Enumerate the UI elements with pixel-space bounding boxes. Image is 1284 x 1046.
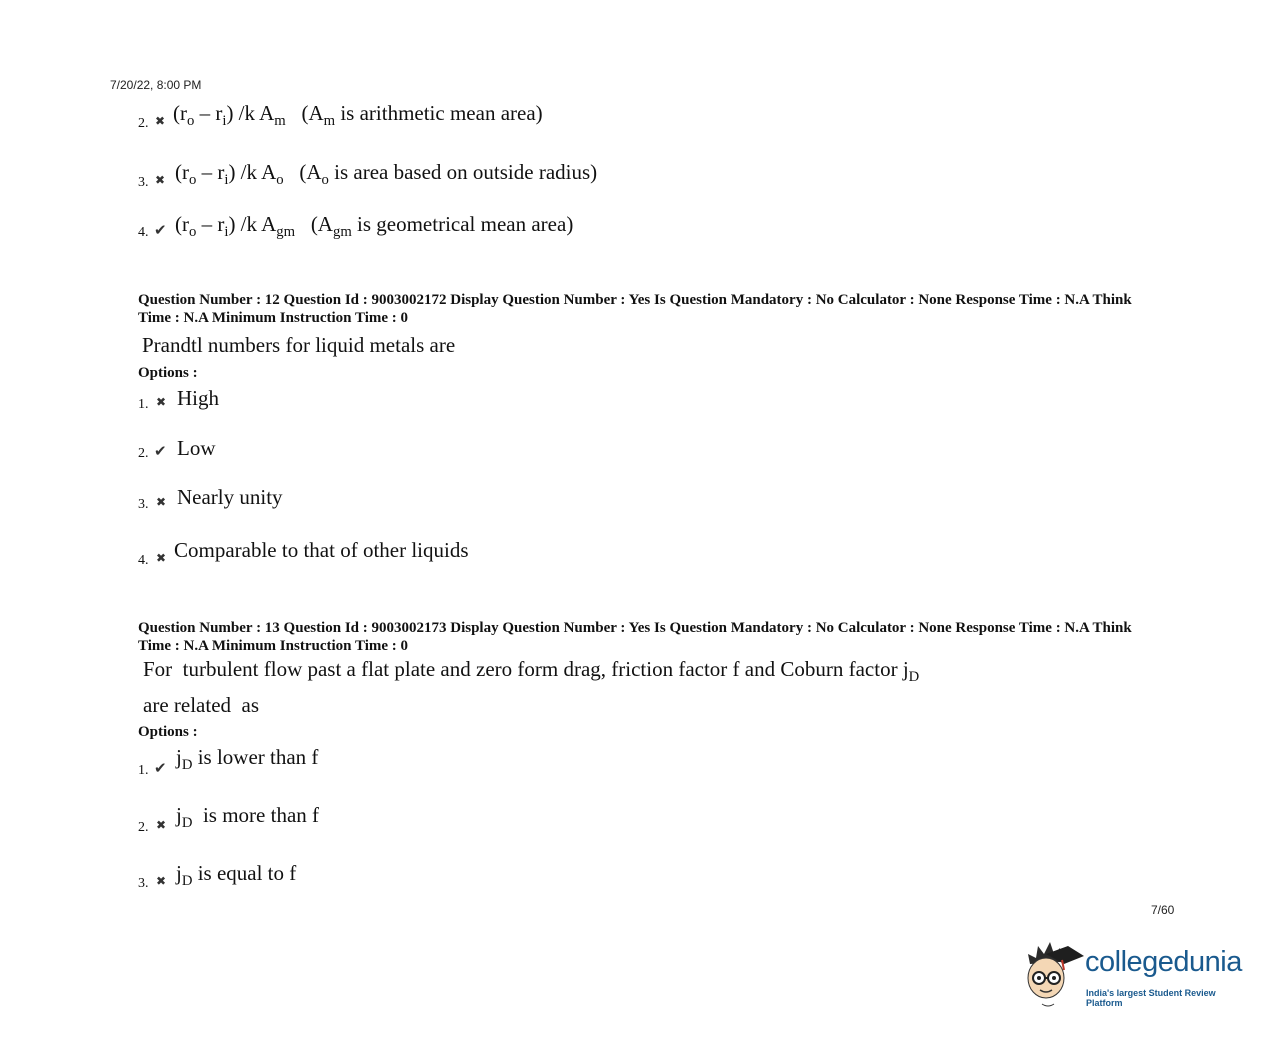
option-number: 2. <box>138 820 149 835</box>
option-number: 3. <box>138 876 149 891</box>
option-text: $j_D$ is more than f <box>176 803 320 832</box>
cross-icon: ✖ <box>155 114 166 128</box>
option-text: Low <box>177 436 216 460</box>
option-text: $j_D$ is equal to f <box>176 861 297 890</box>
page-number: 7/60 <box>1151 903 1175 917</box>
options-label: Options : <box>138 365 198 381</box>
option-text: $(r_o - r_i)$ /k $A_m$ ($A_m$ is arithmetic mean area) <box>173 101 543 130</box>
option-number: 4. <box>138 553 149 568</box>
option-number: 2. <box>138 446 149 461</box>
print-timestamp: 7/20/22, 8:00 PM <box>110 78 202 92</box>
option-text: Comparable to that of other liquids <box>174 538 469 562</box>
cross-icon: ✖ <box>155 173 166 187</box>
question-13-text-line1: For turbulent flow past a flat plate and zero form drag, friction factor f and Coburn factor $j_D$ <box>143 657 920 686</box>
check-icon: ✔ <box>154 442 167 460</box>
mascot-icon <box>1024 940 1086 1010</box>
cross-icon: ✖ <box>156 395 167 409</box>
option-number: 1. <box>138 397 149 412</box>
logo-wordmark: collegedunia <box>1085 946 1242 978</box>
option-number: 1. <box>138 763 149 778</box>
option-number: 3. <box>138 497 149 512</box>
option-number: 4. <box>138 225 149 240</box>
check-icon: ✔ <box>154 221 167 239</box>
cross-icon: ✖ <box>156 495 167 509</box>
option-text: $(r_o - r_i)$ /k $A_{gm}$ ($A_{gm}$ is geometrical mean area) <box>175 212 574 241</box>
question-12-meta: Question Number : 12 Question Id : 9003002172 Display Question Number : Yes Is Question Mandatory : No Calculator : None Response Time : N.A Think Time : N.A Minimum Instruction Time : 0 <box>138 292 1132 326</box>
logo-tagline: India's largest Student Review Platform <box>1086 988 1216 1008</box>
question-12-text: Prandtl numbers for liquid metals are <box>142 333 456 357</box>
option-text: High <box>177 386 219 410</box>
options-label: Options : <box>138 724 198 740</box>
cross-icon: ✖ <box>156 874 167 888</box>
cross-icon: ✖ <box>156 818 167 832</box>
option-text: Nearly unity <box>177 485 283 509</box>
collegedunia-logo <box>1024 940 1254 1010</box>
question-13-meta: Question Number : 13 Question Id : 9003002173 Display Question Number : Yes Is Question Mandatory : No Calculator : None Response Time : N.A Think Time : N.A Minimum Instruction Time : 0 <box>138 620 1132 654</box>
check-icon: ✔ <box>154 759 167 777</box>
question-13-text-line2: are related as <box>143 693 260 717</box>
option-text: $j_D$ is lower than f <box>176 745 319 774</box>
option-text: $(r_o - r_i)$ /k $A_o$ ($A_o$ is area based on outside radius) <box>175 160 598 189</box>
option-number: 2. <box>138 116 149 131</box>
option-number: 3. <box>138 175 149 190</box>
cross-icon: ✖ <box>156 551 167 565</box>
